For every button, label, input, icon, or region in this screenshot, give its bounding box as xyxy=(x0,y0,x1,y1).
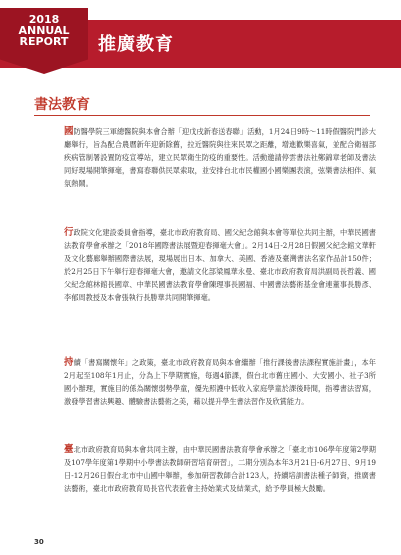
section-divider xyxy=(34,115,370,116)
drop-initial: 行 xyxy=(64,227,74,238)
section-title: 書法教育 xyxy=(34,97,90,113)
report-report: REPORT xyxy=(19,35,69,48)
paragraph-text: 政院文化建設委員會指導，臺北市政府教育局、國父紀念館與本會等單位共同主辦，中華民國書法教育學會承辦之「2018年國際書法展暨迎春揮毫大會」。2月14日-2月28日假國父紀念館文華軒及文化藝廊舉辦國際書法展，現場展出日本、加拿大、美國、香港及臺灣書法名家作品計150件；於2月25日下午舉行迎春揮毫大會，邀請文化部梁鳳華永曼、臺北市政府教育局洪副局長哲義、國父紀念館林館長國章、中華民國書法教育學會陳理事長國福、中國書法藝術基金會連董事長勝彥、李郁周教授及本會張執行長勝華共同開筆揮毫。 xyxy=(64,228,376,302)
drop-initial: 持 xyxy=(64,357,74,368)
report-badge xyxy=(0,14,88,47)
page-number: 30 xyxy=(34,538,44,546)
paragraph-1 xyxy=(64,125,376,190)
paragraph-2 xyxy=(64,226,376,304)
paragraph-3 xyxy=(64,356,376,408)
drop-initial: 國 xyxy=(64,126,74,137)
report-year: 2018 xyxy=(28,13,60,26)
report-annual: ANNUAL xyxy=(18,24,70,37)
paragraph-4 xyxy=(64,443,376,495)
chapter-title: 推廣教育 xyxy=(98,34,174,55)
drop-initial: 臺 xyxy=(64,444,74,455)
paragraph-text: 續「書寫關懷年」之政策，臺北市政府教育局與本會繼辦「推行課後書法課程實施計畫」，本年2月起至108年1月止，分為上下學期實施，每週4節課，假台北市舊庄國小、大安國小、社子3所國小辦理，實施目的係為關懷弱勢學童，優先照護中低收入家庭學童於課後時間，指導書法習寫，激發學習書法興趣、體驗書法藝術之美，藉以提升學生書法習作及欣賞能力。 xyxy=(64,358,376,406)
paragraph-text: 北市政府教育局與本會共同主辦，由中華民國書法教育學會承辦之「臺北市106學年度第2學期及107學年度第1學期中小學書法教師研習培育研習」，二期分別為本年3月21日-6月27日、9月19日-12月26日假台北市中山國中舉辦，參加研習教師合計123人，持續培訓書法種子師資，推廣書法藝術，臺北市政府教育局長官代表蒞會主持始業式及結業式，給予學員極大鼓勵。 xyxy=(64,445,376,493)
paragraph-text: 防醫學院三軍總醫院與本會合辦「迎戊戌新春送春聯」活動，1月24日9時～11時假醫院門診大廳舉行，旨為配合農曆新年迎新除舊，拉近醫院與往來民眾之距離，增進歡樂喜氣，並配合衛福部疾病管制署設置防疫宣導站，建立民眾衛生防疫的重要性。活動邀請停雲書法社鄭錦章老師及書法同好現場開筆揮毫，書寫春聯供民眾索取，並安排台北市民權國小國樂團表演，弦樂書法相伴、氣氛熱鬧。 xyxy=(64,127,376,188)
